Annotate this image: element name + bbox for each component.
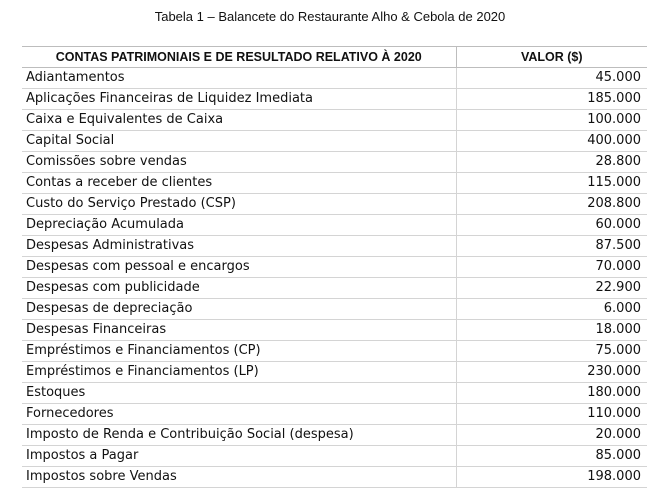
value-cell: 28.800 <box>456 152 647 173</box>
table-row <box>22 89 647 110</box>
table-header <box>22 47 647 68</box>
table-row <box>22 278 647 299</box>
account-cell: Despesas Administrativas <box>22 236 456 257</box>
value-cell: 85.000 <box>456 446 647 467</box>
account-cell: Aplicações Financeiras de Liquidez Imediata <box>22 89 456 110</box>
account-cell: Comissões sobre vendas <box>22 152 456 173</box>
value-cell: 185.000 <box>456 89 647 110</box>
table-row <box>22 194 647 215</box>
value-cell: 20.000 <box>456 425 647 446</box>
value-cell: 75.000 <box>456 341 647 362</box>
account-cell: Impostos sobre Vendas <box>22 467 456 488</box>
value-cell: 6.000 <box>456 299 647 320</box>
header-value: VALOR ($) <box>456 47 647 68</box>
table-row <box>22 425 647 446</box>
account-cell: Empréstimos e Financiamentos (CP) <box>22 341 456 362</box>
value-cell: 87.500 <box>456 236 647 257</box>
account-cell: Despesas Financeiras <box>22 320 456 341</box>
table-caption: Tabela 1 – Balancete do Restaurante Alho & Cebola de 2020 <box>154 9 506 24</box>
account-cell: Impostos a Pagar <box>22 446 456 467</box>
table-row <box>22 341 647 362</box>
account-cell: Depreciação Acumulada <box>22 215 456 236</box>
value-cell: 60.000 <box>456 215 647 236</box>
table-row <box>22 131 647 152</box>
account-cell: Contas a receber de clientes <box>22 173 456 194</box>
value-cell: 400.000 <box>456 131 647 152</box>
account-cell: Despesas com publicidade <box>22 278 456 299</box>
account-cell: Custo do Serviço Prestado (CSP) <box>22 194 456 215</box>
value-cell: 180.000 <box>456 383 647 404</box>
table-row <box>22 404 647 425</box>
account-cell: Despesas de depreciação <box>22 299 456 320</box>
account-cell: Fornecedores <box>22 404 456 425</box>
value-cell: 230.000 <box>456 362 647 383</box>
value-cell: 45.000 <box>456 68 647 89</box>
value-cell: 115.000 <box>456 173 647 194</box>
value-cell: 208.800 <box>456 194 647 215</box>
table-row <box>22 299 647 320</box>
table-row <box>22 110 647 131</box>
trial-balance-table-container <box>22 46 647 488</box>
value-cell: 70.000 <box>456 257 647 278</box>
account-cell: Estoques <box>22 383 456 404</box>
trial-balance-table <box>22 46 647 488</box>
account-cell: Imposto de Renda e Contribuição Social (despesa) <box>22 425 456 446</box>
table-row <box>22 320 647 341</box>
value-cell: 110.000 <box>456 404 647 425</box>
table-row <box>22 236 647 257</box>
account-cell: Caixa e Equivalentes de Caixa <box>22 110 456 131</box>
value-cell: 100.000 <box>456 110 647 131</box>
header-row <box>22 47 647 68</box>
value-cell: 18.000 <box>456 320 647 341</box>
account-cell: Empréstimos e Financiamentos (LP) <box>22 362 456 383</box>
account-cell: Capital Social <box>22 131 456 152</box>
value-cell: 198.000 <box>456 467 647 488</box>
table-body <box>22 68 647 488</box>
table-row <box>22 446 647 467</box>
header-account: CONTAS PATRIMONIAIS E DE RESULTADO RELATIVO À 2020 <box>22 47 456 68</box>
table-row <box>22 215 647 236</box>
table-row <box>22 383 647 404</box>
account-cell: Despesas com pessoal e encargos <box>22 257 456 278</box>
table-row <box>22 362 647 383</box>
account-cell: Adiantamentos <box>22 68 456 89</box>
value-cell: 22.900 <box>456 278 647 299</box>
table-row <box>22 68 647 89</box>
table-row <box>22 152 647 173</box>
table-row <box>22 467 647 488</box>
table-row <box>22 173 647 194</box>
table-row <box>22 257 647 278</box>
